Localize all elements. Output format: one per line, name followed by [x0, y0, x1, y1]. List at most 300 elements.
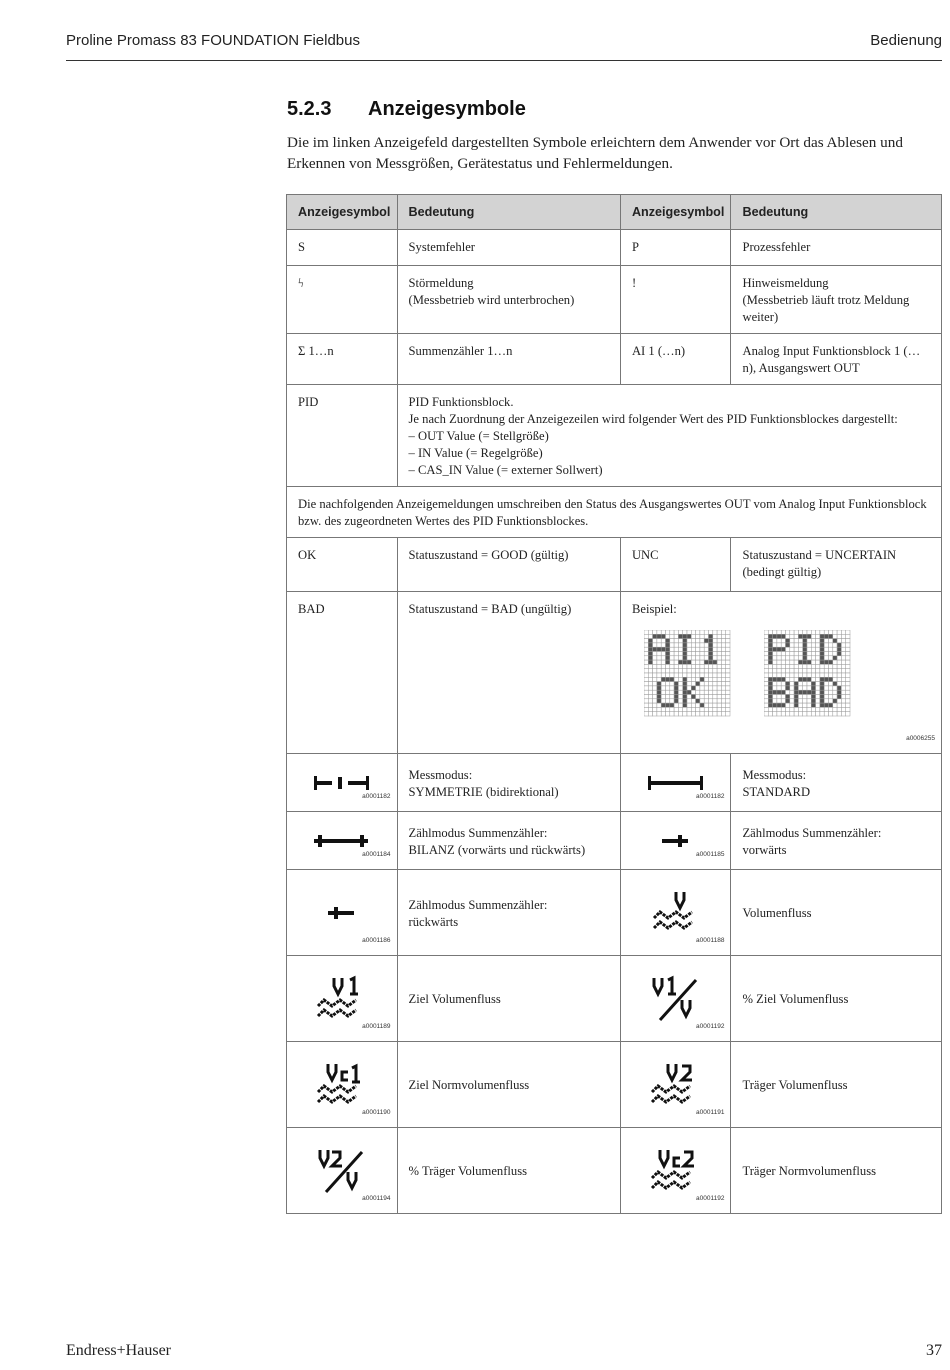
lcd-pixel-off — [653, 652, 657, 656]
lcd-pixel-off — [794, 630, 798, 634]
lcd-pixel-on — [674, 695, 678, 699]
lcd-pixel-off — [816, 647, 820, 651]
lcd-pixel-off — [696, 695, 700, 699]
column-header: Bedeutung — [397, 195, 620, 230]
lcd-pixel-on — [820, 656, 824, 660]
lcd-pixel-off — [824, 643, 828, 647]
lcd-pixel-off — [816, 669, 820, 673]
lcd-pixel-off — [687, 712, 691, 716]
lcd-pixel-off — [700, 712, 704, 716]
lcd-pixel-off — [833, 630, 837, 634]
lcd-pixel-off — [764, 690, 768, 694]
lcd-pixel-off — [657, 664, 661, 668]
lcd-pixel-off — [781, 639, 785, 643]
lcd-pixel-off — [794, 656, 798, 660]
lcd-pixel-off — [837, 630, 841, 634]
lcd-pixel-on — [824, 677, 828, 681]
lcd-pixel-off — [721, 673, 725, 677]
lcd-pixel-on — [824, 634, 828, 638]
lcd-pixel-off — [713, 643, 717, 647]
lcd-pixel-off — [721, 699, 725, 703]
symbol-cell — [287, 1128, 398, 1214]
lcd-pixel-on — [807, 634, 811, 638]
lcd-pixel-off — [700, 707, 704, 711]
lcd-pixel-off — [726, 703, 730, 707]
lcd-pixel-on — [781, 647, 785, 651]
lcd-pixel-on — [665, 647, 669, 651]
carrier-volume-flow-icon — [646, 1060, 706, 1110]
lcd-pixel-off — [661, 686, 665, 690]
lcd-pixel-on — [708, 639, 712, 643]
lcd-pixel-on — [678, 660, 682, 664]
lcd-pixel-off — [653, 703, 657, 707]
lcd-pixel-on — [665, 652, 669, 656]
lcd-pixel-on — [661, 647, 665, 651]
lcd-pixel-off — [798, 712, 802, 716]
lcd-pixel-off — [653, 630, 657, 634]
lcd-pixel-off — [670, 647, 674, 651]
lcd-pixel-off — [657, 660, 661, 664]
lcd-pixel-off — [687, 652, 691, 656]
lcd-pixel-off — [721, 703, 725, 707]
lcd-pixel-off — [768, 664, 772, 668]
lcd-pixel-off — [794, 639, 798, 643]
lcd-pixel-on — [837, 647, 841, 651]
lcd-pixel-off — [785, 677, 789, 681]
lcd-pixel-off — [798, 664, 802, 668]
lcd-pixel-off — [790, 652, 794, 656]
lcd-pixel-off — [824, 656, 828, 660]
lcd-pixel-off — [816, 643, 820, 647]
lcd-pixel-off — [807, 652, 811, 656]
lcd-pixel-off — [726, 677, 730, 681]
lcd-pixel-off — [846, 634, 850, 638]
lcd-pixel-on — [777, 634, 781, 638]
lcd-pixel-on — [811, 690, 815, 694]
lcd-pixel-off — [665, 664, 669, 668]
lcd-pixel-on — [833, 639, 837, 643]
lcd-pixel-on — [687, 634, 691, 638]
lcd-pixel-off — [653, 643, 657, 647]
lcd-pixel-off — [674, 656, 678, 660]
percent-carrier-volume-flow-icon — [312, 1146, 372, 1196]
lcd-pixel-off — [700, 652, 704, 656]
lcd-pixel-off — [837, 639, 841, 643]
lcd-pixel-off — [816, 652, 820, 656]
lcd-pixel-off — [717, 656, 721, 660]
lcd-pixel-off — [708, 682, 712, 686]
lcd-pixel-off — [828, 647, 832, 651]
symbol-cell — [620, 956, 731, 1042]
lcd-pixel-off — [648, 673, 652, 677]
lcd-pixel-on — [691, 686, 695, 690]
lcd-pixel-off — [846, 664, 850, 668]
lcd-pixel-off — [721, 707, 725, 711]
lcd-pixel-on — [657, 634, 661, 638]
lcd-pixel-on — [683, 639, 687, 643]
lcd-pixel-on — [768, 647, 772, 651]
lcd-pixel-off — [665, 699, 669, 703]
lcd-pixel-off — [798, 656, 802, 660]
lcd-pixel-off — [798, 699, 802, 703]
lcd-pixel-on — [768, 634, 772, 638]
lcd-pixel-off — [657, 673, 661, 677]
symbol-cell: Σ 1…n — [287, 334, 398, 385]
lcd-pixel-off — [794, 669, 798, 673]
lcd-pixel-off — [828, 673, 832, 677]
lcd-pixel-off — [785, 712, 789, 716]
lcd-pixel-off — [726, 699, 730, 703]
lcd-pixel-off — [773, 686, 777, 690]
lcd-pixel-off — [670, 707, 674, 711]
lcd-pixel-on — [773, 634, 777, 638]
meaning-cell: Messmodus: STANDARD — [731, 754, 942, 812]
lcd-pixel-off — [811, 660, 815, 664]
lcd-pixel-off — [781, 695, 785, 699]
lcd-pixel-off — [790, 634, 794, 638]
lcd-pixel-off — [713, 690, 717, 694]
section-title: Anzeigesymbole — [368, 98, 526, 120]
lcd-pixel-off — [764, 664, 768, 668]
lcd-pixel-off — [644, 703, 648, 707]
lcd-pixel-off — [661, 695, 665, 699]
lcd-pixel-off — [841, 686, 845, 690]
lcd-pixel-on — [837, 695, 841, 699]
lcd-pixel-on — [665, 639, 669, 643]
lcd-pixel-off — [790, 682, 794, 686]
figure-ref: a0001184 — [362, 851, 391, 858]
lcd-pixel-off — [798, 639, 802, 643]
lcd-display-ai-ok — [644, 630, 732, 718]
lcd-pixel-off — [794, 712, 798, 716]
lcd-pixel-off — [811, 630, 815, 634]
lcd-pixel-off — [704, 669, 708, 673]
symbol-cell — [620, 1042, 731, 1128]
lcd-pixel-off — [833, 652, 837, 656]
lcd-pixel-off — [846, 699, 850, 703]
lcd-pixel-off — [696, 703, 700, 707]
lcd-pixel-on — [768, 690, 772, 694]
lcd-pixel-off — [785, 703, 789, 707]
lcd-pixel-off — [704, 686, 708, 690]
lcd-pixel-off — [764, 669, 768, 673]
lcd-pixel-on — [820, 652, 824, 656]
lcd-pixel-off — [828, 686, 832, 690]
lcd-pixel-off — [764, 639, 768, 643]
lcd-pixel-on — [683, 682, 687, 686]
lcd-pixel-off — [764, 682, 768, 686]
lcd-pixel-off — [696, 677, 700, 681]
lcd-pixel-off — [807, 630, 811, 634]
lcd-pixel-off — [717, 647, 721, 651]
lcd-pixel-off — [837, 664, 841, 668]
lcd-pixel-off — [816, 703, 820, 707]
lcd-pixel-off — [803, 682, 807, 686]
lcd-pixel-off — [704, 690, 708, 694]
lcd-pixel-on — [657, 690, 661, 694]
lcd-pixel-off — [846, 660, 850, 664]
lcd-pixel-on — [803, 647, 807, 651]
lcd-pixel-off — [785, 656, 789, 660]
lcd-pixel-on — [794, 703, 798, 707]
lcd-pixel-off — [661, 712, 665, 716]
lcd-pixel-off — [798, 652, 802, 656]
lcd-pixel-on — [696, 682, 700, 686]
column-header: Bedeutung — [731, 195, 942, 230]
lcd-example — [632, 618, 930, 746]
lcd-pixel-off — [824, 647, 828, 651]
lcd-pixel-off — [708, 673, 712, 677]
lcd-pixel-off — [833, 673, 837, 677]
meaning-cell: Messmodus: SYMMETRIE (bidirektional) — [397, 754, 620, 812]
lcd-pixel-off — [726, 660, 730, 664]
lcd-pixel-on — [820, 690, 824, 694]
lcd-pixel-on — [708, 634, 712, 638]
lcd-pixel-off — [678, 707, 682, 711]
lcd-pixel-on — [794, 686, 798, 690]
lcd-pixel-off — [803, 686, 807, 690]
lcd-pixel-off — [803, 712, 807, 716]
lcd-pixel-off — [846, 643, 850, 647]
lcd-pixel-off — [713, 647, 717, 651]
lcd-pixel-off — [790, 673, 794, 677]
lcd-pixel-off — [665, 634, 669, 638]
lcd-pixel-on — [768, 699, 772, 703]
meaning-cell: Statuszustand = BAD (ungültig) — [397, 592, 620, 754]
lcd-pixel-off — [691, 664, 695, 668]
lcd-pixel-off — [846, 703, 850, 707]
lcd-pixel-off — [798, 630, 802, 634]
lcd-pixel-off — [700, 699, 704, 703]
lcd-pixel-on — [708, 647, 712, 651]
lcd-pixel-off — [657, 652, 661, 656]
lcd-pixel-on — [803, 639, 807, 643]
lcd-display-pid-bad — [764, 630, 852, 718]
lcd-pixel-off — [824, 682, 828, 686]
lcd-pixel-on — [657, 682, 661, 686]
lcd-pixel-off — [653, 673, 657, 677]
meaning-cell: Hinweismeldung (Messbetrieb läuft trotz Meldung weiter) — [731, 266, 942, 334]
lcd-pixel-off — [726, 643, 730, 647]
lcd-pixel-off — [841, 664, 845, 668]
lcd-pixel-on — [665, 656, 669, 660]
lcd-pixel-off — [700, 639, 704, 643]
lcd-pixel-off — [781, 673, 785, 677]
lcd-pixel-off — [811, 639, 815, 643]
lcd-pixel-on — [803, 677, 807, 681]
lcd-pixel-off — [803, 673, 807, 677]
table-row — [287, 754, 942, 812]
lcd-pixel-off — [657, 656, 661, 660]
lcd-pixel-off — [833, 634, 837, 638]
lcd-pixel-off — [811, 647, 815, 651]
lcd-pixel-off — [824, 673, 828, 677]
figure-ref: a0001188 — [696, 937, 725, 944]
lcd-pixel-off — [661, 673, 665, 677]
lcd-pixel-on — [803, 634, 807, 638]
lcd-pixel-on — [657, 686, 661, 690]
lcd-pixel-on — [794, 699, 798, 703]
meaning-cell: Ziel Normvolumenfluss — [397, 1042, 620, 1128]
lcd-pixel-off — [670, 664, 674, 668]
lcd-pixel-off — [777, 686, 781, 690]
lcd-pixel-off — [841, 695, 845, 699]
lcd-pixel-off — [717, 634, 721, 638]
lcd-pixel-off — [670, 682, 674, 686]
lcd-pixel-off — [807, 703, 811, 707]
lcd-pixel-on — [661, 677, 665, 681]
lcd-pixel-on — [777, 647, 781, 651]
lcd-pixel-off — [773, 652, 777, 656]
lcd-pixel-on — [820, 643, 824, 647]
lcd-pixel-off — [798, 703, 802, 707]
lcd-pixel-on — [811, 695, 815, 699]
lcd-pixel-off — [700, 686, 704, 690]
lcd-pixel-on — [837, 690, 841, 694]
lcd-pixel-off — [816, 682, 820, 686]
lcd-pixel-off — [785, 669, 789, 673]
lcd-pixel-off — [785, 707, 789, 711]
lcd-pixel-off — [644, 656, 648, 660]
figure-ref: a0001192 — [696, 1023, 725, 1030]
lcd-pixel-on — [708, 652, 712, 656]
lcd-pixel-off — [704, 703, 708, 707]
lcd-pixel-off — [807, 639, 811, 643]
lcd-pixel-off — [807, 712, 811, 716]
lcd-pixel-off — [657, 712, 661, 716]
lcd-pixel-on — [768, 677, 772, 681]
lcd-pixel-off — [696, 712, 700, 716]
figure-ref: a0001185 — [696, 851, 725, 858]
lcd-pixel-off — [824, 712, 828, 716]
lcd-pixel-off — [764, 703, 768, 707]
lcd-pixel-off — [721, 690, 725, 694]
lcd-pixel-on — [833, 656, 837, 660]
lcd-pixel-off — [644, 695, 648, 699]
meaning-cell: Störmeldung (Messbetrieb wird unterbrochen) — [397, 266, 620, 334]
lcd-pixel-off — [683, 712, 687, 716]
lcd-pixel-off — [708, 690, 712, 694]
lcd-pixel-off — [726, 690, 730, 694]
lcd-pixel-off — [828, 652, 832, 656]
lcd-pixel-off — [790, 677, 794, 681]
lcd-pixel-on — [648, 660, 652, 664]
lcd-pixel-off — [841, 707, 845, 711]
symbol-cell — [287, 754, 398, 812]
lcd-pixel-off — [696, 652, 700, 656]
lcd-pixel-off — [841, 699, 845, 703]
lcd-pixel-off — [644, 673, 648, 677]
lcd-pixel-off — [696, 660, 700, 664]
symbol-cell: ! — [620, 266, 731, 334]
lcd-pixel-on — [704, 660, 708, 664]
figure-ref: a0001191 — [696, 1109, 725, 1116]
lcd-pixel-off — [644, 677, 648, 681]
lcd-pixel-off — [678, 656, 682, 660]
lcd-pixel-off — [653, 712, 657, 716]
lcd-pixel-off — [661, 664, 665, 668]
lcd-pixel-off — [764, 699, 768, 703]
meaning-cell: Zählmodus Summenzähler: vorwärts — [731, 812, 942, 870]
lcd-pixel-off — [811, 677, 815, 681]
volume-flow-icon — [646, 888, 706, 938]
lcd-pixel-off — [644, 712, 648, 716]
lcd-pixel-off — [816, 639, 820, 643]
lcd-pixel-on — [811, 682, 815, 686]
table-row-pid — [287, 385, 942, 487]
lcd-pixel-off — [824, 664, 828, 668]
table-row — [287, 812, 942, 870]
lcd-pixel-off — [785, 630, 789, 634]
lcd-pixel-off — [674, 634, 678, 638]
meaning-cell: Prozessfehler — [731, 230, 942, 266]
lcd-pixel-off — [674, 669, 678, 673]
lcd-pixel-off — [828, 699, 832, 703]
lcd-pixel-off — [846, 707, 850, 711]
lcd-pixel-off — [833, 690, 837, 694]
lcd-pixel-off — [696, 656, 700, 660]
lcd-pixel-off — [790, 686, 794, 690]
lcd-pixel-off — [721, 639, 725, 643]
figure-ref: a0001182 — [362, 793, 391, 800]
lcd-pixel-off — [820, 712, 824, 716]
lcd-pixel-off — [777, 656, 781, 660]
lcd-pixel-off — [678, 652, 682, 656]
lcd-pixel-off — [678, 699, 682, 703]
lcd-pixel-off — [691, 634, 695, 638]
lcd-pixel-off — [803, 630, 807, 634]
lcd-pixel-off — [773, 669, 777, 673]
lcd-pixel-off — [773, 699, 777, 703]
lcd-pixel-on — [653, 647, 657, 651]
lcd-pixel-off — [713, 703, 717, 707]
lcd-pixel-on — [781, 703, 785, 707]
lcd-pixel-off — [846, 682, 850, 686]
lcd-pixel-on — [803, 690, 807, 694]
lcd-pixel-off — [644, 634, 648, 638]
lcd-pixel-off — [828, 669, 832, 673]
lcd-pixel-off — [790, 707, 794, 711]
lcd-pixel-on — [833, 682, 837, 686]
lcd-pixel-off — [807, 707, 811, 711]
lcd-pixel-off — [841, 630, 845, 634]
lcd-pixel-off — [717, 707, 721, 711]
lcd-pixel-off — [687, 647, 691, 651]
figure-ref: a0006255 — [906, 735, 935, 742]
lcd-pixel-off — [644, 707, 648, 711]
lcd-pixel-off — [674, 652, 678, 656]
lcd-pixel-on — [807, 677, 811, 681]
lcd-pixel-on — [683, 699, 687, 703]
lcd-pixel-on — [820, 699, 824, 703]
lcd-pixel-off — [717, 686, 721, 690]
lcd-pixel-off — [708, 630, 712, 634]
lcd-pixel-off — [828, 639, 832, 643]
lcd-pixel-off — [653, 695, 657, 699]
lcd-pixel-off — [803, 699, 807, 703]
lcd-pixel-off — [717, 699, 721, 703]
lcd-pixel-off — [674, 712, 678, 716]
lcd-pixel-off — [828, 682, 832, 686]
lcd-pixel-off — [648, 690, 652, 694]
symbol-cell: S — [287, 230, 398, 266]
lcd-pixel-off — [777, 682, 781, 686]
lcd-pixel-on — [683, 660, 687, 664]
lcd-pixel-on — [665, 703, 669, 707]
lcd-pixel-on — [794, 695, 798, 699]
lcd-pixel-off — [837, 699, 841, 703]
lcd-pixel-off — [648, 682, 652, 686]
